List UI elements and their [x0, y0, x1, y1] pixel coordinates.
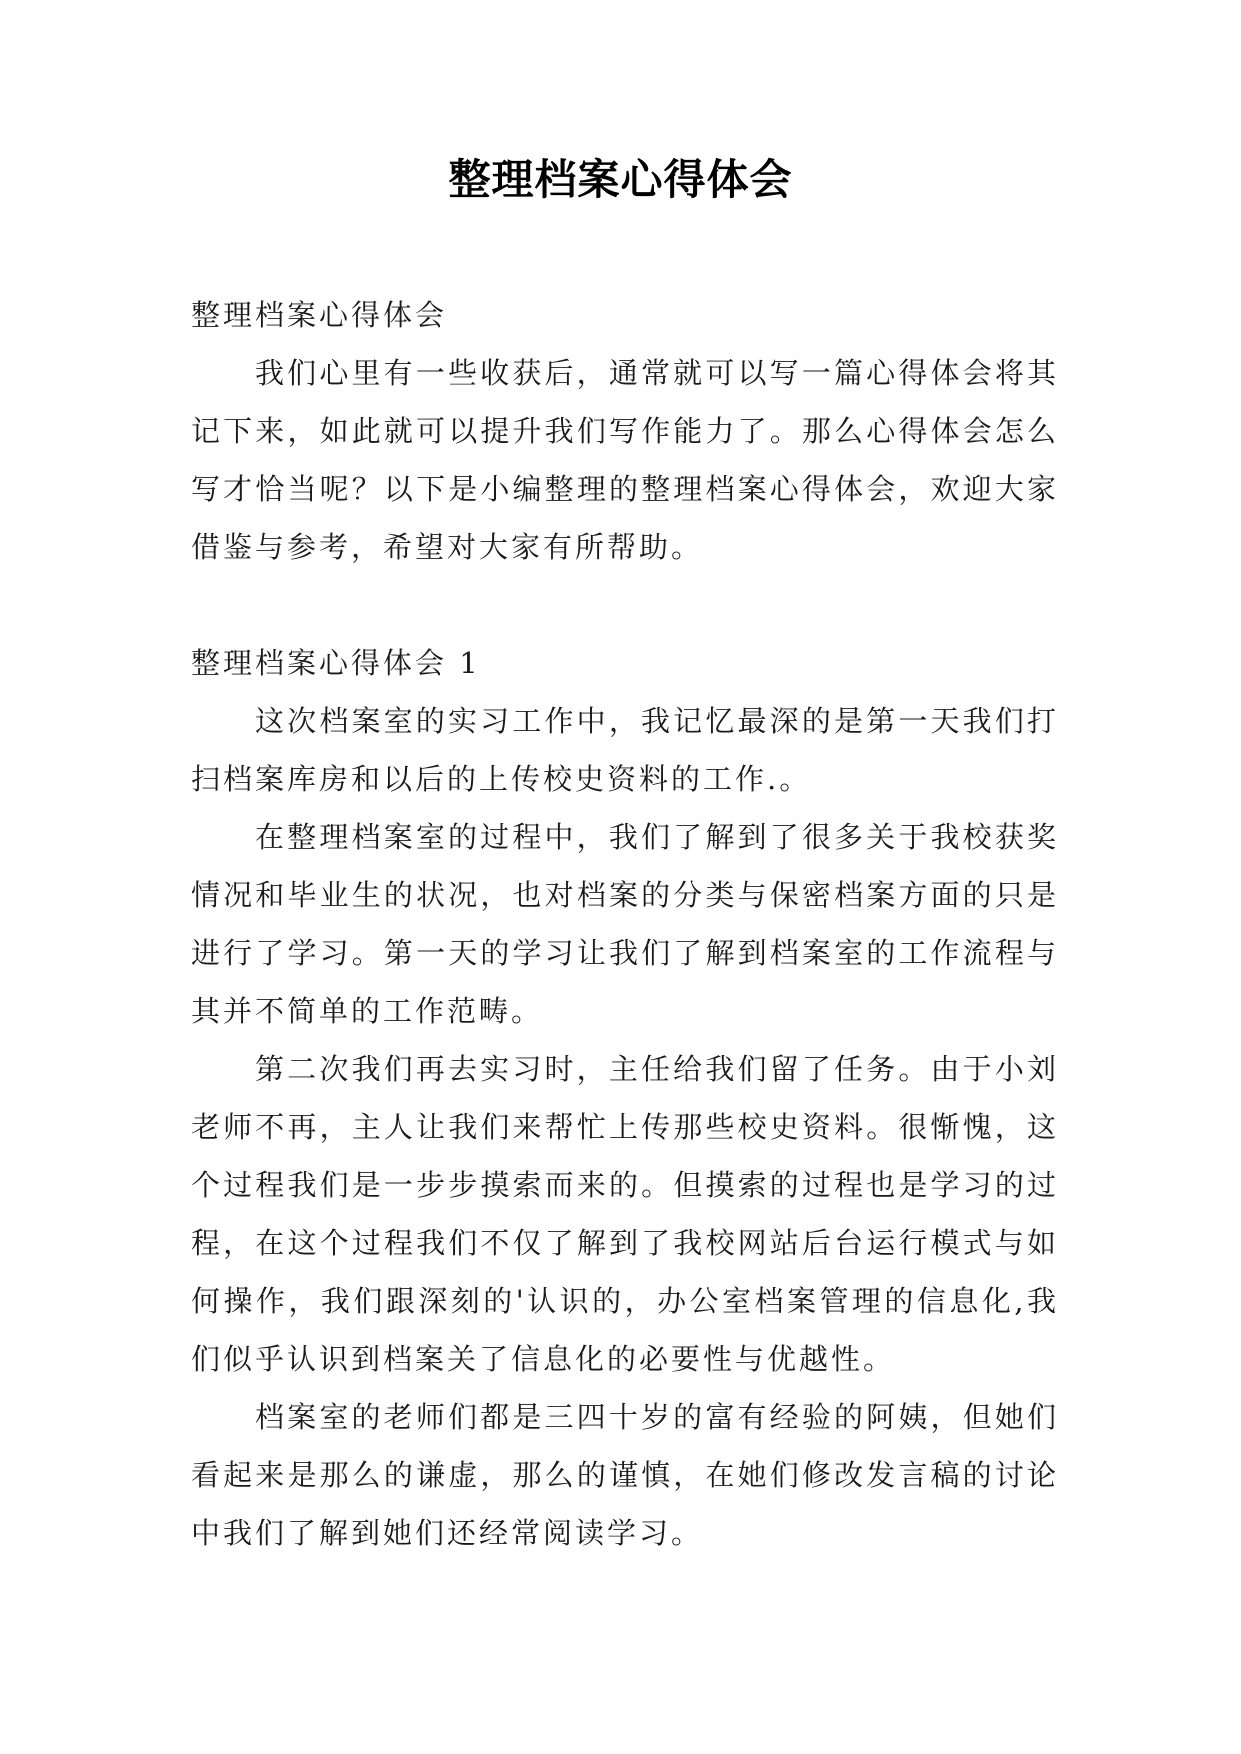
section-1-paragraph-4: 档案室的老师们都是三四十岁的富有经验的阿姨，但她们看起来是那么的谦虚，那么的谨慎，在她们修改发言稿的讨论中我们了解到她们还经常阅读学习。 — [191, 1400, 1059, 1550]
section-1-paragraph-1: 这次档案室的实习工作中，我记忆最深的是第一天我们打扫档案库房和以后的上传校史资料的工作.。 — [191, 704, 1059, 796]
document-title: 整理档案心得体会 — [448, 155, 793, 204]
section-1-paragraph-2: 在整理档案室的过程中，我们了解到了很多关于我校获奖情况和毕业生的状况，也对档案的分类与保密档案方面的只是进行了学习。第一天的学习让我们了解到档案室的工作流程与其并不简单的工作范畴。 — [191, 820, 1059, 1028]
section-1-paragraph-3: 第二次我们再去实习时，主任给我们留了任务。由于小刘老师不再，主人让我们来帮忙上传那些校史资料。很惭愧，这个过程我们是一步步摸索而来的。但摸索的过程也是学习的过程，在这个过程我们不仅了解到了我校网站后台运行模式与如何操作，我们跟深刻的'认识的，办公室档案管理的信息化,我们似乎认识到档案关了信息化的必要性与优越性。 — [191, 1052, 1059, 1376]
section-1-heading: 整理档案心得体会 1 — [191, 646, 481, 680]
intro-heading: 整理档案心得体会 — [191, 298, 448, 332]
document-body — [191, 286, 1059, 1562]
section-spacer — [191, 576, 1059, 634]
intro-paragraph: 我们心里有一些收获后，通常就可以写一篇心得体会将其记下来，如此就可以提升我们写作能力了。那么心得体会怎么写才恰当呢？以下是小编整理的整理档案心得体会，欢迎大家借鉴与参考，希望对大家有所帮助。 — [191, 356, 1059, 564]
